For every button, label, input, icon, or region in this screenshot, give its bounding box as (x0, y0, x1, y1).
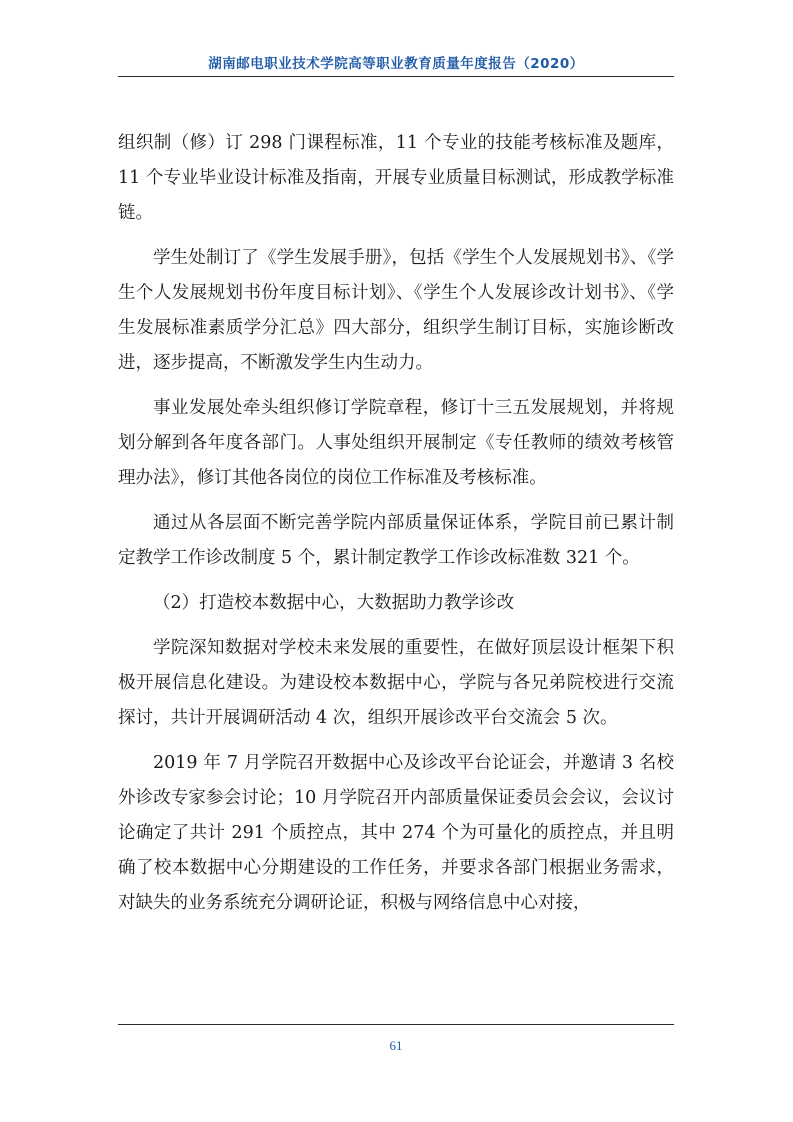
running-header: 湖南邮电职业技术学院高等职业教育质量年度报告（2020） (208, 56, 584, 72)
page-number: 61 (389, 1038, 403, 1053)
document-body (118, 126, 674, 921)
paragraph-2: 学生处制订了《学生发展手册》，包括《学生个人发展规划书》、《学生个人发展规划书份年度目标计划》、《学生个人发展诊改计划书》、《学生发展标准素质学分汇总》四大部分，组织学生制订目标，实施诊断改进，逐步提高，不断激发学生内生动力。 (118, 248, 674, 373)
paragraph-4: 通过从各层面不断完善学院内部质量保证体系，学院目前已累计制定教学工作诊改制度 5 个，累计制定教学工作诊改标准数 321 个。 (118, 513, 674, 568)
paragraph-1: 组织制（修）订 298 门课程标准，11 个专业的技能考核标准及题库，11 个专业毕业设计标准及指南，开展专业质量目标测试，形成教学标准链。 (118, 133, 674, 223)
paragraph-6: 2019 年 7 月学院召开数据中心及诊改平台论证会，并邀请 3 名校外诊改专家参会讨论；10 月学院召开内部质量保证委员会会议，会议讨论确定了共计 291 个质控点，其中 274 个为可量化的质控点，并且明确了校本数据中心分期建设的工作任务，并要求各部门根据业务需求，对缺失的业务系统充分调研论证，积极与网络信息中心对接， (118, 753, 674, 913)
section-heading: （2）打造校本数据中心，大数据助力教学诊改 (153, 593, 515, 613)
header-divider (118, 76, 674, 77)
footer-divider (118, 1024, 674, 1025)
paragraph-5: 学院深知数据对学校未来发展的重要性，在做好顶层设计框架下积极开展信息化建设。为建设校本数据中心，学院与各兄弟院校进行交流探讨，共计开展调研活动 4 次，组织开展诊改平台交流会 5 次。 (118, 638, 674, 728)
paragraph-3: 事业发展处牵头组织修订学院章程，修订十三五发展规划，并将规划分解到各年度各部门。人事处组织开展制定《专任教师的绩效考核管理办法》，修订其他各岗位的岗位工作标准及考核标准。 (118, 398, 674, 488)
